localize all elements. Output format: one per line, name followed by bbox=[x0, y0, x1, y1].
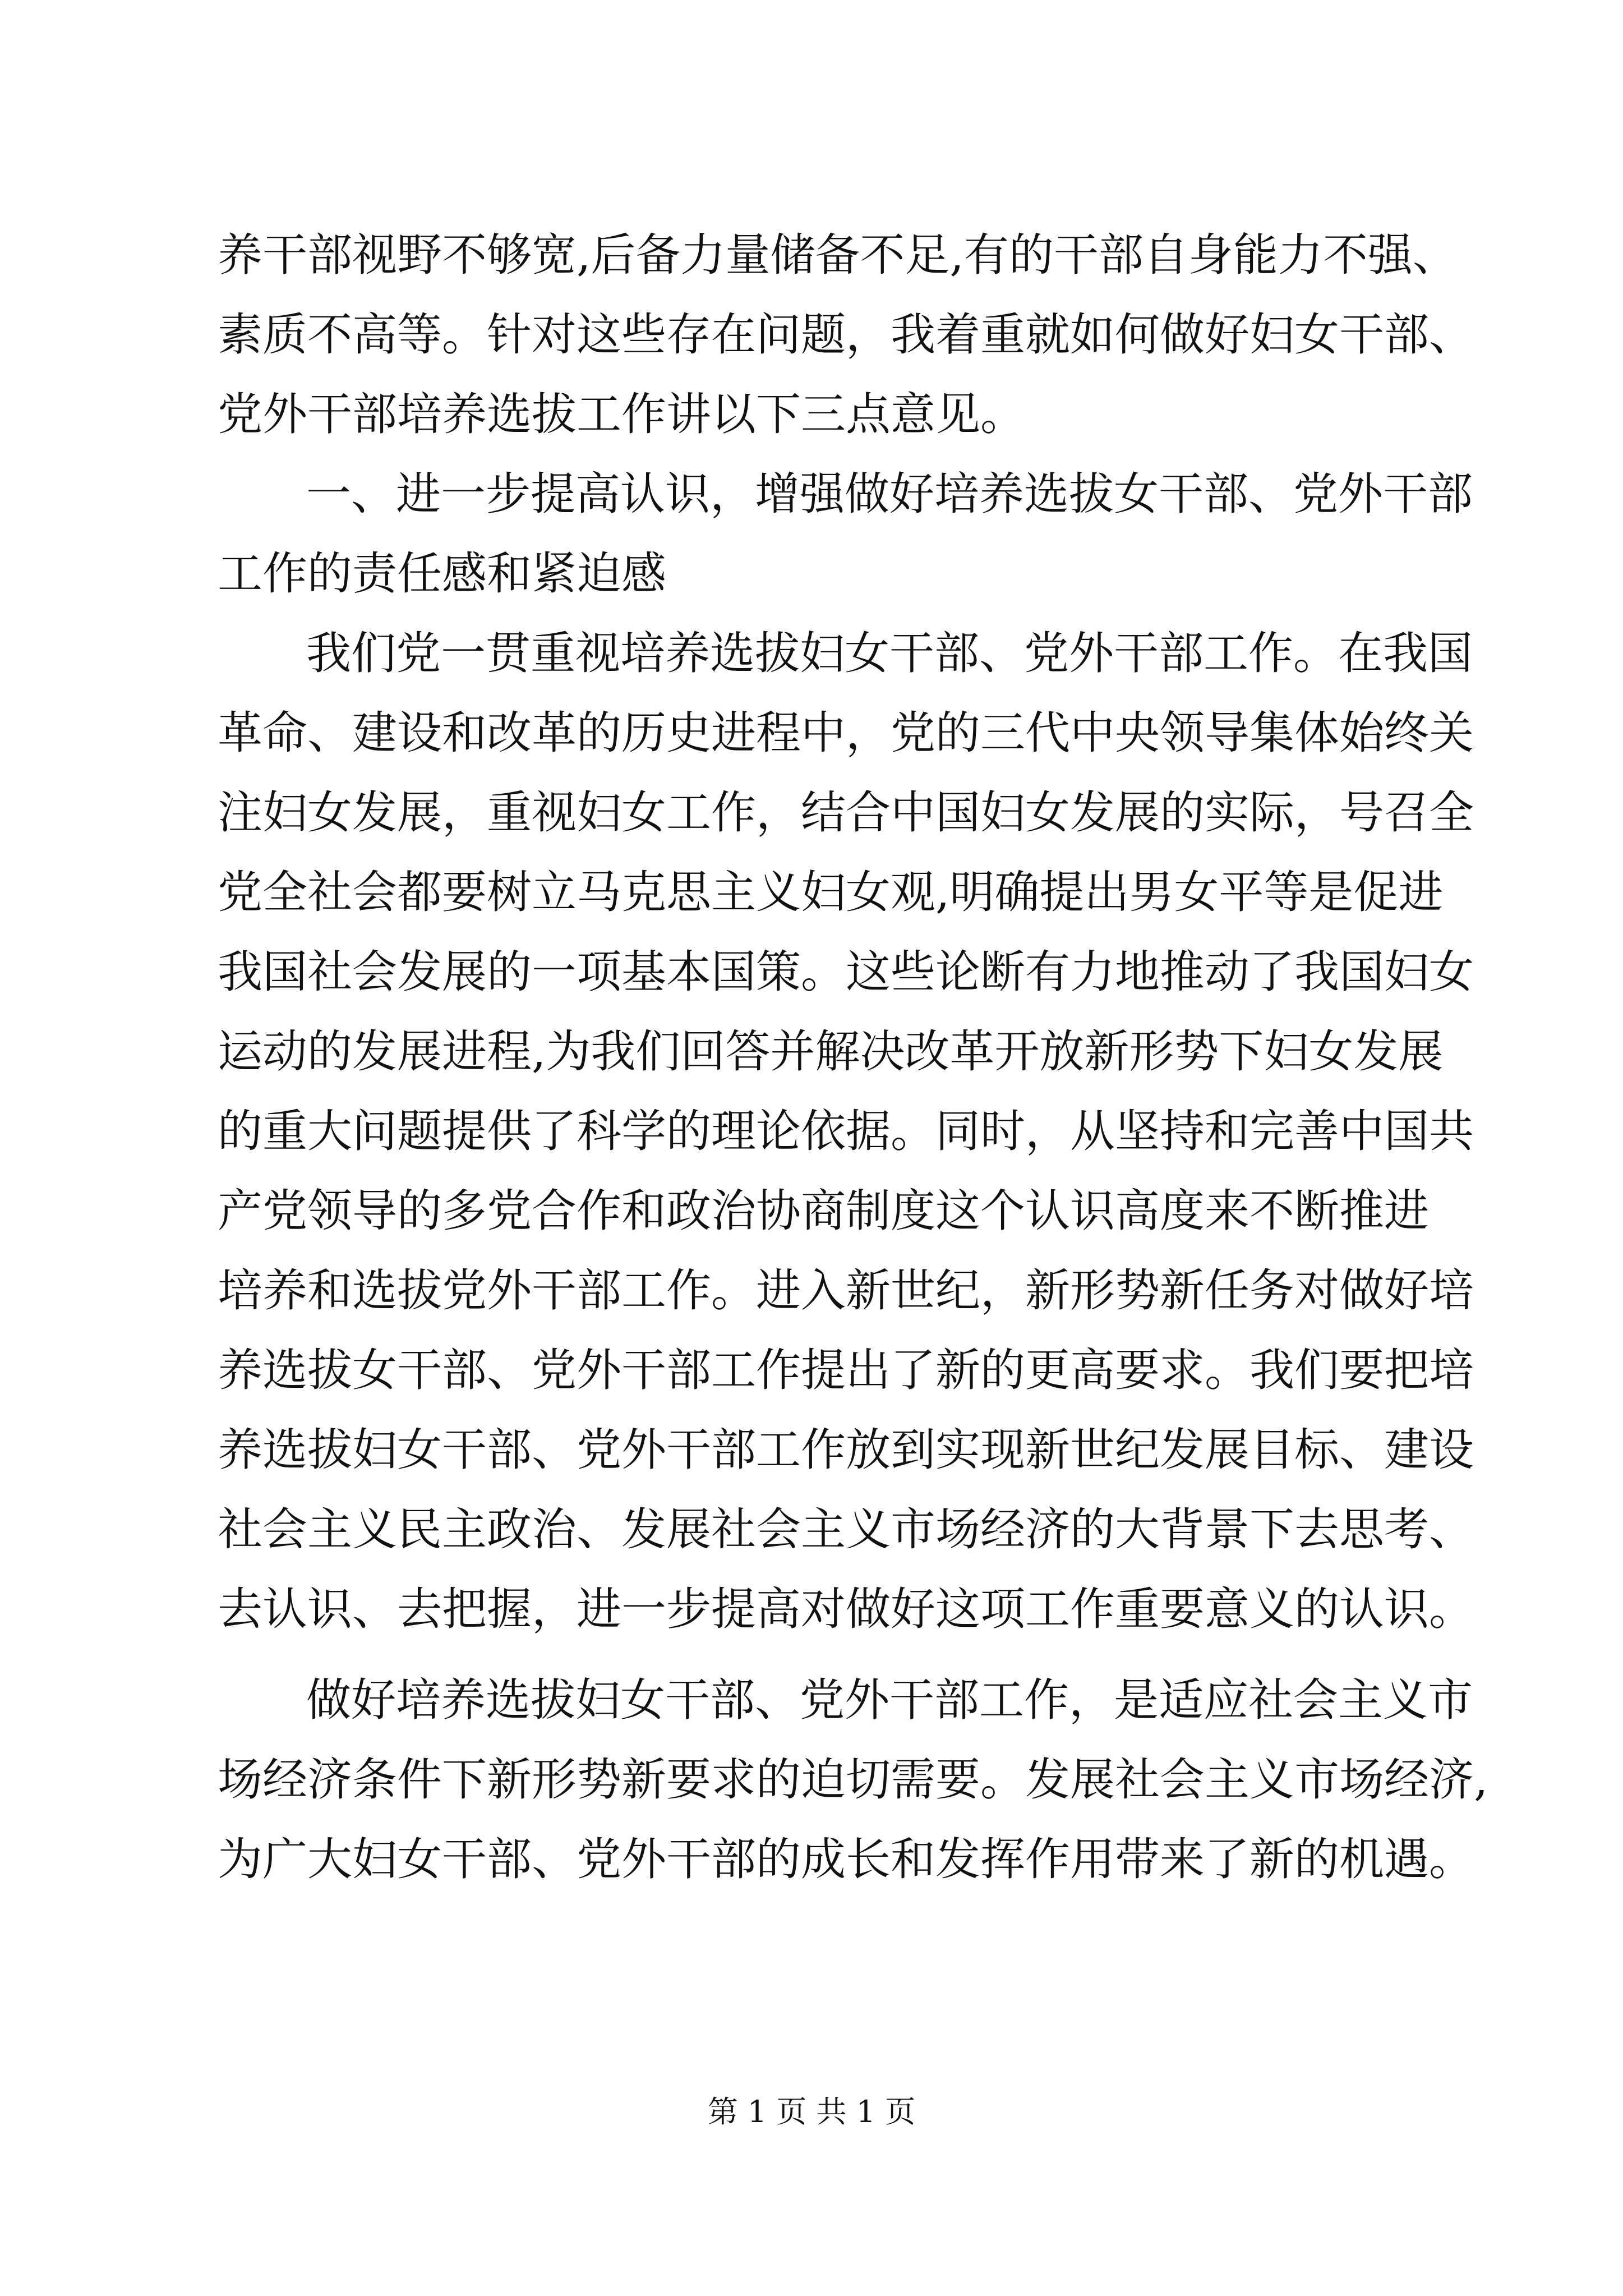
text-line: 做好培养选拔妇女干部、党外干部工作，是适应社会主义市 bbox=[306, 1674, 1473, 1726]
text-line: 党外干部培养选拔工作讲以下三点意见。 bbox=[218, 388, 1025, 440]
text-line: 社会主义民主政治、发展社会主义市场经济的大背景下去思考、 bbox=[218, 1503, 1474, 1556]
text-line: 场经济条件下新形势新要求的迫切需要。发展社会主义市场经济, bbox=[218, 1754, 1488, 1806]
text-line: 培养和选拔党外干部工作。进入新世纪，新形势新任务对做好培 bbox=[218, 1264, 1474, 1317]
paragraph bbox=[218, 614, 1474, 1649]
text-line: 党全社会都要树立马克思主义妇女观,明确提出男女平等是促进 bbox=[218, 866, 1444, 918]
paragraph bbox=[218, 1660, 1488, 1899]
text-line: 素质不高等。针对这些存在问题，我着重就如何做好妇女干部、 bbox=[218, 309, 1474, 361]
text-line: 的重大问题提供了科学的理论依据。同时，从坚持和完善中国共 bbox=[218, 1105, 1474, 1157]
text-line: 运动的发展进程,为我们回答并解决改革开放新形势下妇女发展 bbox=[218, 1025, 1444, 1078]
text-line: 养选拔女干部、党外干部工作提出了新的更高要求。我们要把培 bbox=[218, 1344, 1474, 1396]
text-line: 养干部视野不够宽,后备力量储备不足,有的干部自身能力不强、 bbox=[218, 229, 1458, 281]
paragraph-gap bbox=[218, 1649, 1412, 1660]
page-footer: 第 1 页 共 1 页 bbox=[707, 2094, 916, 2129]
text-line: 我国社会发展的一项基本国策。这些论断有力地推动了我国妇女 bbox=[218, 946, 1474, 998]
section-heading bbox=[218, 454, 1473, 614]
text-line: 一、进一步提高认识，增强做好培养选拔女干部、党外干部 bbox=[306, 468, 1473, 520]
text-line: 为广大妇女干部、党外干部的成长和发挥作用带来了新的机遇。 bbox=[218, 1833, 1474, 1885]
text-line: 产党领导的多党合作和政治协商制度这个认识高度来不断推进 bbox=[218, 1185, 1429, 1237]
text-line: 养选拔妇女干部、党外干部工作放到实现新世纪发展目标、建设 bbox=[218, 1424, 1474, 1476]
paragraph bbox=[218, 215, 1474, 454]
text-line: 工作的责任感和紧迫感 bbox=[218, 547, 666, 600]
document-body bbox=[218, 215, 1488, 1899]
text-line: 我们党一贯重视培养选拔妇女干部、党外干部工作。在我国 bbox=[306, 627, 1473, 679]
text-line: 革命、建设和改革的历史进程中，党的三代中央领导集体始终关 bbox=[218, 707, 1474, 759]
text-line: 注妇女发展，重视妇女工作，结合中国妇女发展的实际，号召全 bbox=[218, 786, 1474, 839]
text-line: 去认识、去把握，进一步提高对做好这项工作重要意义的认识。 bbox=[218, 1583, 1474, 1635]
